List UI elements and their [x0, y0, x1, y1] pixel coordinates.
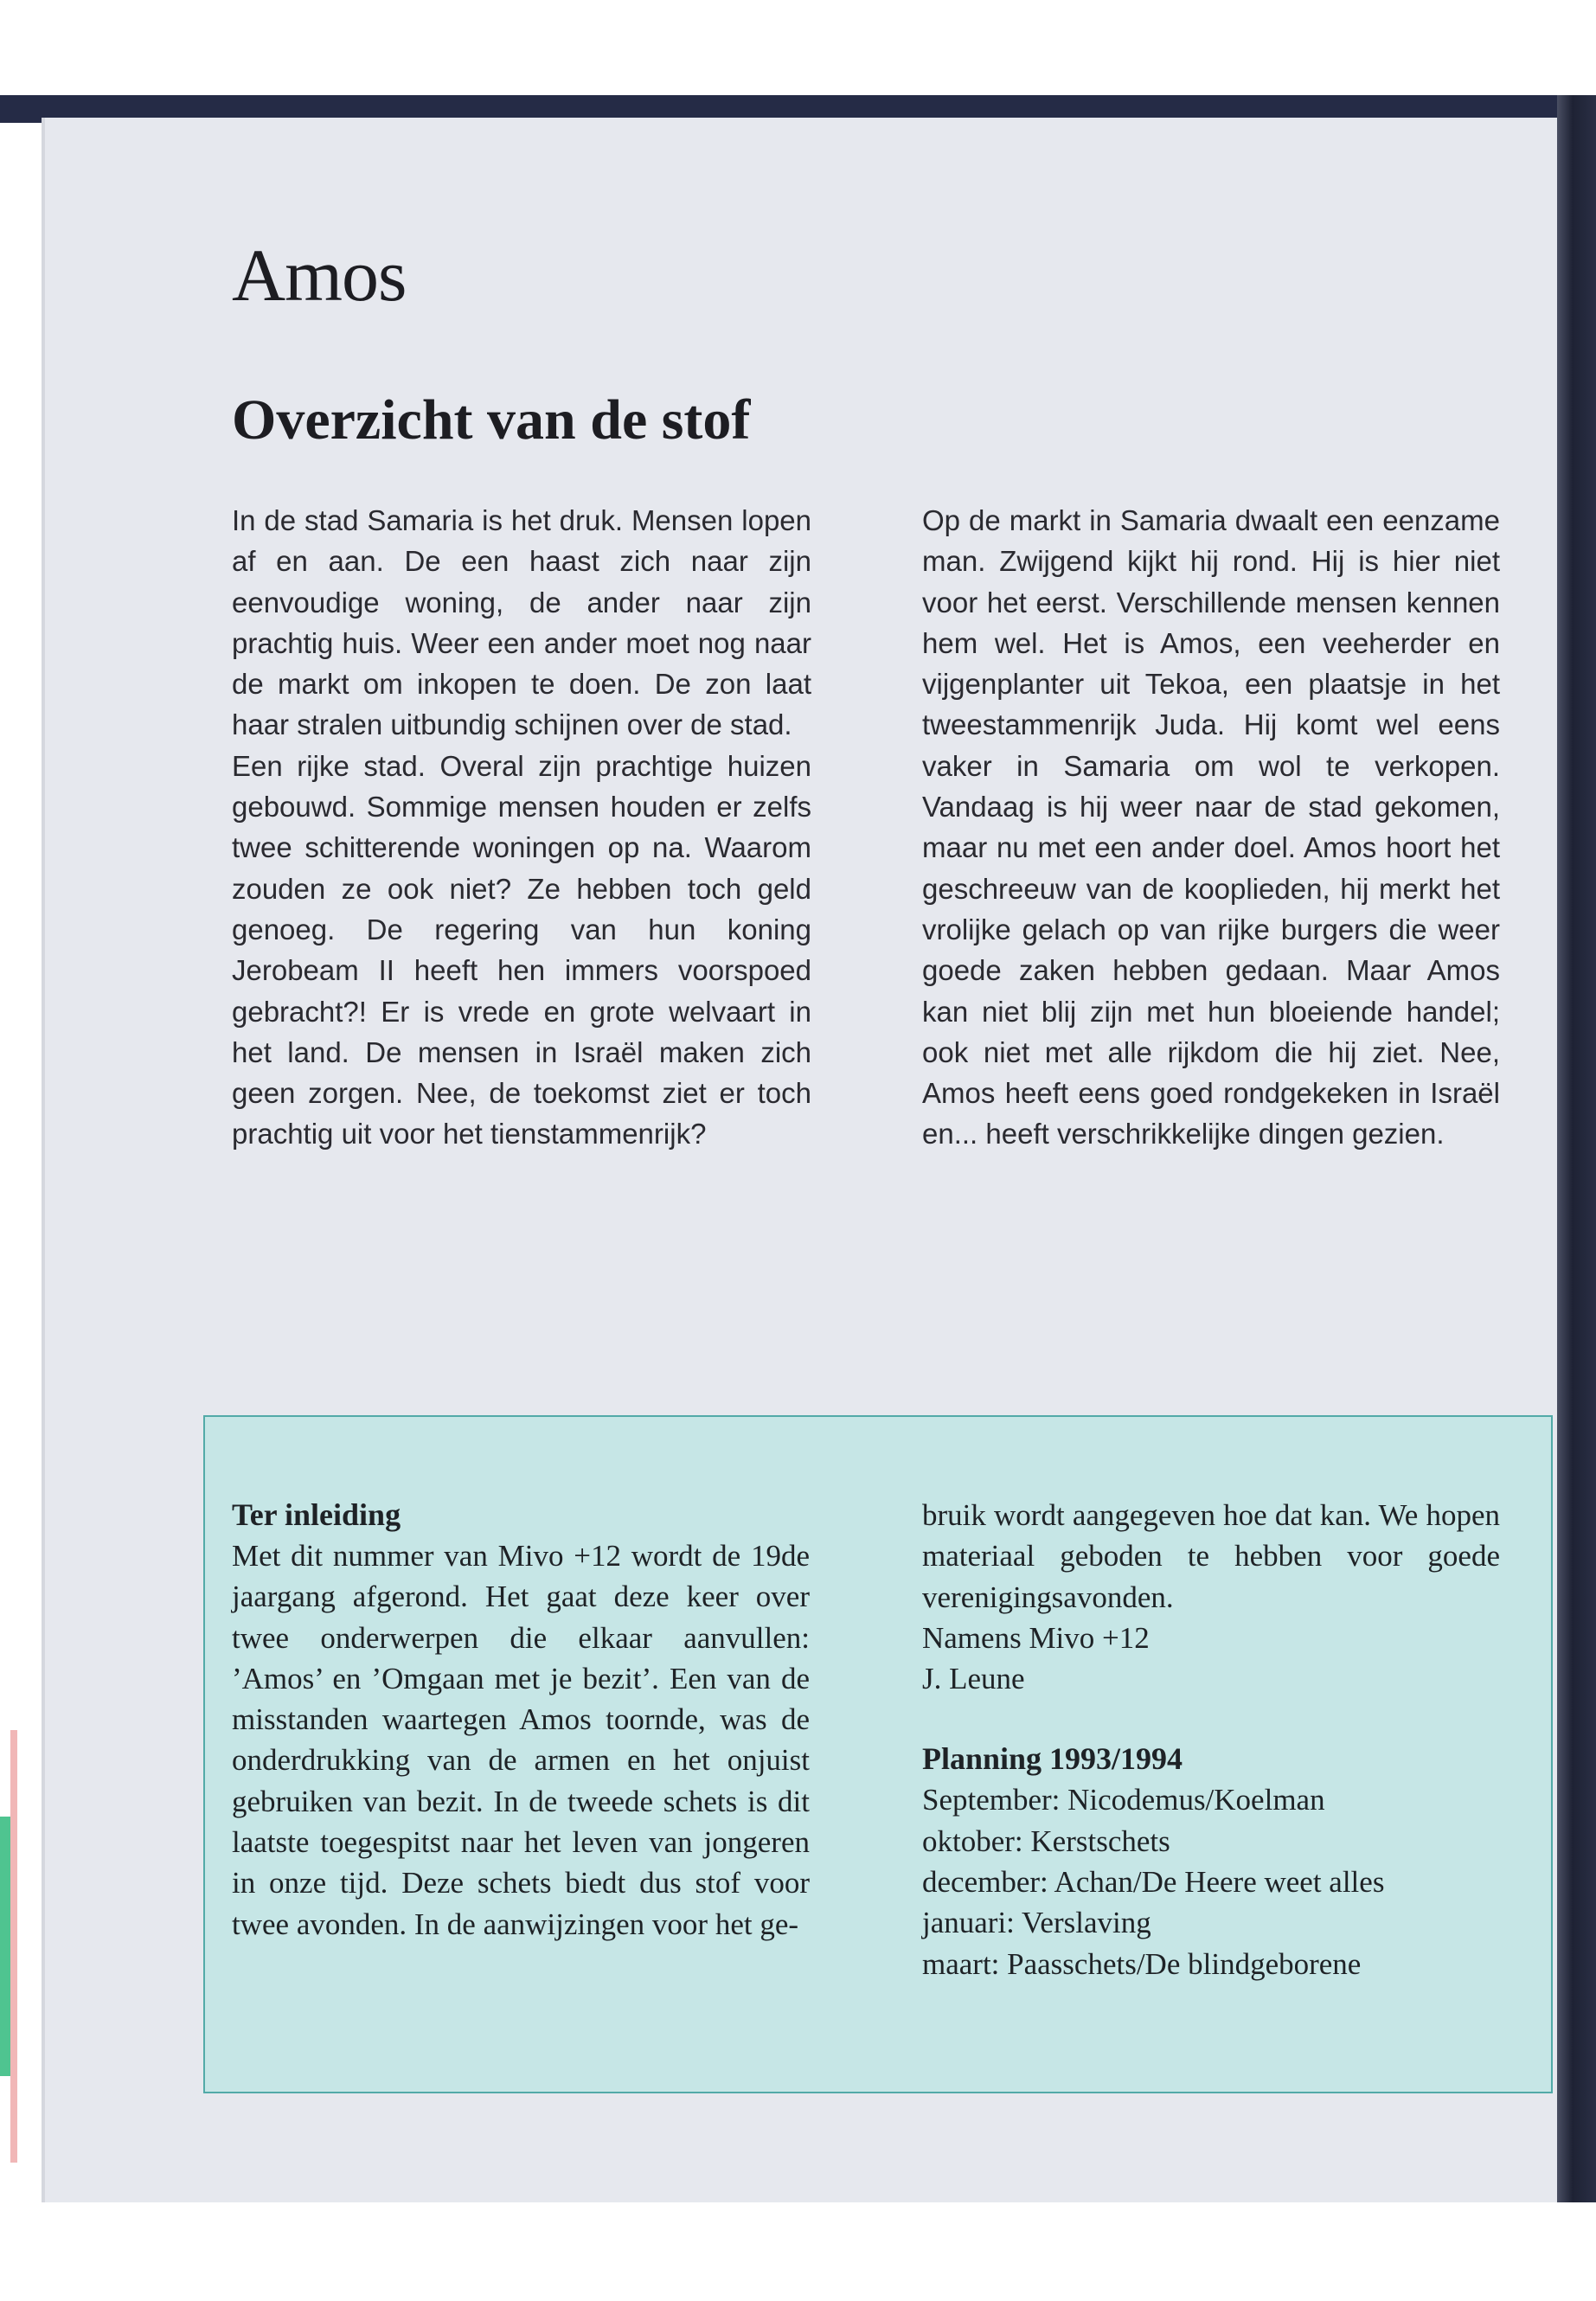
planning-item: januari: Verslaving — [922, 1906, 1151, 1940]
intro-column-right — [922, 1495, 1500, 1984]
page-edge-stripe-green — [0, 1817, 10, 2076]
spacer — [922, 1699, 1500, 1739]
binder-spine — [1557, 95, 1596, 2206]
planning-item: oktober: Kerstschets — [922, 1823, 1170, 1858]
overview-column-right — [922, 500, 1500, 1155]
planning-item: december: Achan/De Heere weet alles — [922, 1865, 1385, 1900]
intro-text: Met dit nummer van Mivo +12 wordt de 19de jaargang afgerond. Het gaat deze keer over twee onderwerpen die elkaar aanvullen: ’Amos’ en ’Omgaan met je bezit’. Een van de misstanden waartegen Amos toornde, was de onderdrukking van de armen en het onjuist gebruiken van bezit. In de tweede schets is dit laatste toegespitst naar het leven van jongeren in onze tijd. Deze schets biedt dus stof voor twee avonden. In de aanwijzingen voor het ge- — [232, 1539, 810, 1941]
planning-item: maart: Paasschets/De blindgeborene — [922, 1946, 1362, 1981]
overview-paragraph: Een rijke stad. Overal zijn prachtige huizen gebouwd. Sommige mensen houden er zelfs twee schitterende woningen op na. Waarom zouden ze ook niet? Ze hebben toch geld genoeg. De regering van hun koning Jerobeam II heeft hen immers voorspoed gebracht?! Er is vrede en grote welvaart in het land. De mensen in Israël maken zich geen zorgen. Nee, de toekomst ziet er toch prachtig uit voor het tienstammenrijk? — [232, 749, 811, 1150]
intro-heading: Ter inleiding — [232, 1497, 401, 1532]
page-title: Amos — [232, 234, 407, 317]
page-edge-stripe-pink — [10, 1730, 17, 2163]
overview-column-left — [232, 500, 811, 1155]
intro-text-continued: bruik wordt aangegeven hoe dat kan. We hopen materiaal geboden te hebben voor goede verenigingsavonden. — [922, 1498, 1500, 1614]
page-subtitle: Overzicht van de stof — [232, 388, 751, 452]
intro-sign-off: Namens Mivo +12 — [922, 1620, 1150, 1655]
page-bottom-margin — [0, 2202, 1596, 2301]
intro-signature: J. Leune — [922, 1662, 1025, 1696]
planning-item: September: Nicodemus/Koelman — [922, 1783, 1325, 1817]
overview-paragraph: In de stad Samaria is het druk. Mensen lopen af en aan. De een haast zich naar zijn eenvoudige woning, de ander naar zijn prachtig huis. Weer een ander moet nog naar de markt om inkopen te doen. De zon laat haar stralen uitbundig schijnen over de stad. — [232, 504, 811, 741]
intro-column-left — [232, 1495, 810, 1945]
overview-paragraph: Op de markt in Samaria dwaalt een eenzame man. Zwijgend kijkt hij rond. Hij is hier niet voor het eerst. Verschillende mensen kennen hem wel. Het is Amos, een veeherder en vijgenplanter uit Tekoa, een plaatsje in het tweestammenrijk Juda. Hij komt wel eens vaker in Samaria om wol te verkopen. Vandaag is hij weer naar de stad gekomen, maar nu met een ander doel. Amos hoort het geschreeuw van de kooplieden, hij merkt het vrolijke gelach op van rijke burgers die weer goede zaken hebben gedaan. Maar Amos kan niet blij zijn met hun bloeiende handel; ook niet met alle rijkdom die hij ziet. Nee, Amos heeft eens goed rondgekeken in Israël en... heeft verschrikkelijke dingen gezien. — [922, 504, 1500, 1150]
planning-heading: Planning 1993/1994 — [922, 1741, 1183, 1777]
